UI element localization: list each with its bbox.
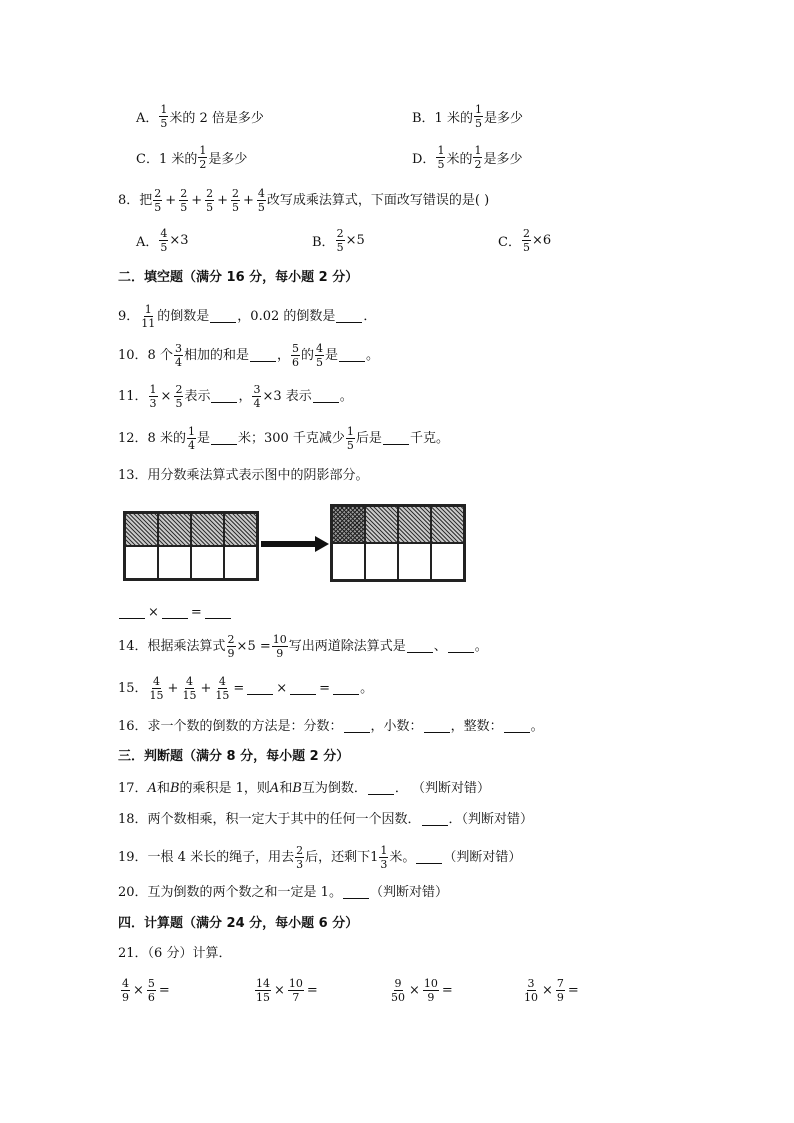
option-text: ×6: [531, 233, 552, 248]
option-label: B．1 米的: [412, 111, 473, 126]
shaded-cell: [365, 506, 398, 543]
q-prefix: 14．根据乘法算式: [118, 639, 226, 654]
shaded-cell: [431, 506, 464, 543]
fraction: $\frac{4}{5}$: [316, 342, 323, 369]
question-13: 13．用分数乘法算式表示图中的阴影部分。: [118, 468, 369, 483]
calc-item-3: [389, 978, 455, 1003]
calc-item-4: [522, 978, 581, 1003]
fraction: $\frac{1}{5}$: [346, 425, 354, 452]
question-21: 21．（6 分）计算．: [118, 946, 232, 961]
figure-grid-right: [330, 504, 466, 582]
q-prefix: 9．: [118, 309, 140, 324]
answer-blank[interactable]: [290, 682, 316, 695]
option-label: C．1 米的: [136, 152, 198, 167]
answer-blank[interactable]: [336, 310, 362, 323]
fraction: $\frac{14}{15}$: [256, 977, 270, 1004]
fraction: $\frac{1}{2}$: [199, 144, 207, 171]
answer-blank[interactable]: [211, 432, 237, 445]
fraction: $\frac{9}{50}$: [391, 977, 405, 1004]
question-18: [118, 813, 533, 826]
q7-option-a: [136, 104, 264, 129]
answer-blank[interactable]: [344, 720, 370, 733]
option-label: C．: [498, 235, 521, 250]
answer-blank[interactable]: [368, 782, 394, 795]
answer-blank[interactable]: [313, 390, 339, 403]
shaded-cell: [125, 513, 158, 546]
empty-cell: [332, 543, 365, 580]
fraction: $\frac{1}{5}$: [437, 144, 445, 171]
answer-blank[interactable]: [162, 606, 188, 619]
plus-sign: +: [200, 681, 212, 696]
var-b: B: [292, 781, 302, 796]
q-text: 千克。: [409, 431, 449, 446]
empty-cell: [398, 543, 431, 580]
q-text: 相加的和是: [183, 348, 249, 363]
fraction: $\frac{1}{11}$: [141, 303, 156, 330]
q8-prefix: 8．把: [118, 193, 153, 208]
empty-cell: [191, 546, 224, 579]
empty-cell: [431, 543, 464, 580]
fraction: $\frac{1}{3}$: [149, 383, 157, 410]
q-text: 后，还剩下: [305, 850, 371, 865]
question-12: [118, 426, 449, 451]
plus-sign: +: [167, 681, 179, 696]
option-text: 是多少: [483, 111, 523, 126]
q-prefix: 15．: [118, 681, 148, 696]
fraction: $\frac{2}{3}$: [296, 844, 304, 871]
equals-sign: =: [233, 681, 245, 696]
arrow-right-icon: [261, 536, 329, 552]
fraction: $\frac{4}{15}$: [149, 675, 164, 702]
section-3-heading: 三．判断题（满分 8 分，每小题 2 分）: [118, 749, 350, 764]
option-text: 米的 2 倍是多少: [169, 111, 264, 126]
q-text: 是: [325, 348, 339, 363]
option-label: A．: [136, 235, 159, 250]
q-text: 后是: [355, 431, 382, 446]
q8-option-c: [498, 228, 551, 253]
equals-sign: =: [441, 983, 453, 998]
equals-sign: =: [319, 681, 331, 696]
answer-blank[interactable]: [504, 720, 530, 733]
shaded-cell: [398, 506, 431, 543]
option-label: A．: [136, 111, 159, 126]
fraction: $\frac{2}{5}$: [522, 227, 530, 254]
fraction: $\frac{3}{4}$: [253, 383, 261, 410]
question-15: [118, 676, 373, 701]
q-text: 的乘积是 1，则: [179, 781, 270, 796]
q-text: 米；300 千克减少: [237, 431, 345, 446]
q7-option-c: [136, 145, 247, 170]
answer-blank[interactable]: [247, 682, 273, 695]
option-text: 米的: [446, 152, 473, 167]
fraction: $\frac{4}{5}$: [257, 187, 265, 214]
times-sign: ×: [409, 983, 420, 998]
fraction: $\frac{1}{5}$: [160, 103, 168, 130]
q-text: 、: [433, 639, 447, 654]
q-prefix: 17．: [118, 781, 148, 796]
q-text: ，小数：: [370, 719, 423, 734]
answer-blank[interactable]: [339, 349, 365, 362]
mixed-number: [370, 845, 389, 870]
fraction: $\frac{1}{2}$: [474, 144, 482, 171]
option-text: ×5: [345, 233, 365, 248]
option-label: D．: [412, 152, 436, 167]
q-text: 。: [339, 389, 353, 404]
empty-cell: [224, 546, 257, 579]
q-text: 表示: [184, 389, 211, 404]
q8-suffix: 改写成乘法算式，下面改写错误的是( ): [266, 193, 490, 208]
q-text: 18．两个数相乘，积一定大于其中的任何一个因数．: [118, 812, 421, 827]
question-17: [118, 782, 490, 795]
option-text: 是多少: [208, 152, 248, 167]
q-text: 和: [279, 781, 293, 796]
q-prefix: 12．8 米的: [118, 431, 186, 446]
times-sign: ×: [133, 983, 144, 998]
fraction: $\frac{5}{6}$: [291, 342, 299, 369]
fraction: $\frac{2}{5}$: [336, 227, 344, 254]
q-text: ．: [363, 309, 377, 324]
fraction: $\frac{4}{9}$: [122, 977, 129, 1004]
fraction: $\frac{1}{3}$: [380, 844, 388, 871]
fraction: $\frac{7}{9}$: [556, 977, 564, 1004]
q-text: 和: [156, 781, 170, 796]
empty-cell: [125, 546, 158, 579]
whole-part: 1: [370, 850, 379, 865]
option-label: B．: [312, 235, 335, 250]
fraction: $\frac{4}{5}$: [160, 227, 168, 254]
section-4-heading: 四．计算题（满分 24 分，每小题 6 分）: [118, 916, 359, 931]
section-2-heading: 二．填空题（满分 16 分，每小题 2 分）: [118, 270, 359, 285]
times-sign: ×: [542, 983, 553, 998]
q7-option-b: [412, 104, 523, 129]
answer-blank[interactable]: [210, 310, 236, 323]
answer-blank[interactable]: [205, 606, 231, 619]
shaded-cell: [224, 513, 257, 546]
q-prefix: 10．8 个: [118, 348, 173, 363]
q-text: 的倒数是: [157, 309, 210, 324]
times-sign: ×: [274, 983, 285, 998]
q-text: （判断对错）: [443, 850, 522, 865]
var-b: B: [169, 781, 180, 796]
q-prefix: 11．: [118, 389, 148, 404]
q-text: ． （判断对错）: [394, 781, 491, 796]
times-sign: ×: [276, 681, 288, 696]
q8-option-b: [312, 228, 365, 253]
calc-item-2: [254, 978, 320, 1003]
q-text: ，: [238, 389, 252, 404]
figure-grid-left: [123, 511, 259, 581]
shaded-cell: [158, 513, 191, 546]
question-19: [118, 845, 521, 870]
question-9: [118, 304, 376, 329]
q-text: ，0.02 的倒数是: [237, 309, 336, 324]
answer-blank[interactable]: [383, 432, 409, 445]
fraction: $\frac{10}{9}$: [272, 633, 287, 660]
q-text: ．（判断对错）: [448, 812, 534, 827]
q-text: 16．求一个数的倒数的方法是：分数：: [118, 719, 343, 734]
question-20: [118, 886, 448, 899]
q-text: ，: [276, 348, 290, 363]
calc-item-1: [120, 978, 172, 1003]
fraction: $\frac{10}{7}$: [288, 977, 303, 1004]
q-text: 20．互为倒数的两个数之和一定是 1。: [118, 885, 342, 900]
fraction: $\frac{1}{4}$: [187, 425, 195, 452]
answer-blank[interactable]: [119, 606, 145, 619]
q-text: 19．一根 4 米长的绳子，用去: [118, 850, 295, 865]
question-14: [118, 634, 488, 659]
fraction: $\frac{4}{15}$: [215, 675, 230, 702]
fraction: $\frac{3}{10}$: [524, 977, 538, 1004]
double-shaded-cell: [332, 506, 365, 543]
equals-sign: =: [306, 983, 318, 998]
q-text: ，整数：: [450, 719, 503, 734]
answer-blank[interactable]: [250, 349, 276, 362]
answer-blank[interactable]: [333, 682, 359, 695]
q-text: （判断对错）: [369, 885, 448, 900]
shaded-cell: [191, 513, 224, 546]
q-text: 。: [530, 719, 544, 734]
empty-cell: [158, 546, 191, 579]
fraction: $\frac{1}{5}$: [474, 103, 482, 130]
question-11: 11． $\frac{1}{3}$ × $\frac{2}{5}$ 表示 ， $\frac{3}{4}$ ×3 表示 。: [118, 383, 353, 410]
answer-blank[interactable]: [424, 720, 450, 733]
fraction: $\frac{2}{9}$: [227, 633, 235, 660]
equals-sign: =: [158, 983, 170, 998]
q13-answer-line: [118, 606, 232, 619]
fraction: $\frac{2}{5}$: [175, 383, 183, 410]
q-text: 米。: [389, 850, 416, 865]
q-text: 互为倒数．: [301, 781, 367, 796]
answer-blank[interactable]: [407, 640, 433, 653]
empty-cell: [365, 543, 398, 580]
fraction: $\frac{2}{5}$: [154, 187, 162, 214]
q8-option-a: [136, 228, 189, 253]
q-text: 。: [366, 348, 380, 363]
fraction: $\frac{2}{5}$: [180, 187, 188, 214]
times-sign: ×: [148, 605, 159, 620]
option-text: 是多少: [483, 152, 523, 167]
fraction: $\frac{2}{5}$: [232, 187, 239, 214]
question-10: [118, 343, 379, 368]
var-a: A: [147, 781, 157, 796]
q-text: ×5 =: [236, 639, 271, 654]
q-text: ×3 表示: [262, 389, 312, 404]
answer-blank[interactable]: [343, 886, 369, 899]
answer-blank[interactable]: [448, 640, 474, 653]
q-text: 是: [196, 431, 210, 446]
q-text: 的: [300, 348, 314, 363]
q-text: 。: [474, 639, 488, 654]
question-8: 8．把 $\frac{2}{5}$ + $\frac{2}{5}$ + $\frac{2}{5}$ + $\frac{2}{5}$ + $\frac{4}{5}$ 改写成乘法算式，下面改写错误的是( ): [118, 187, 490, 214]
q-text: 写出两道除法算式是: [288, 639, 406, 654]
fraction: $\frac{4}{15}$: [182, 675, 197, 702]
question-16: [118, 720, 544, 733]
equals-sign: =: [567, 983, 579, 998]
fraction: $\frac{5}{6}$: [147, 977, 155, 1004]
fraction: $\frac{3}{4}$: [174, 342, 182, 369]
fraction: $\frac{2}{5}$: [206, 187, 214, 214]
answer-blank[interactable]: [422, 813, 448, 826]
answer-blank[interactable]: [416, 851, 442, 864]
q7-option-d: [412, 145, 522, 170]
option-text: ×3: [169, 233, 189, 248]
equals-sign: =: [190, 605, 202, 620]
answer-blank[interactable]: [211, 390, 237, 403]
fraction: $\frac{10}{9}$: [423, 977, 438, 1004]
var-a: A: [269, 781, 280, 796]
q-text: 。: [360, 681, 374, 696]
